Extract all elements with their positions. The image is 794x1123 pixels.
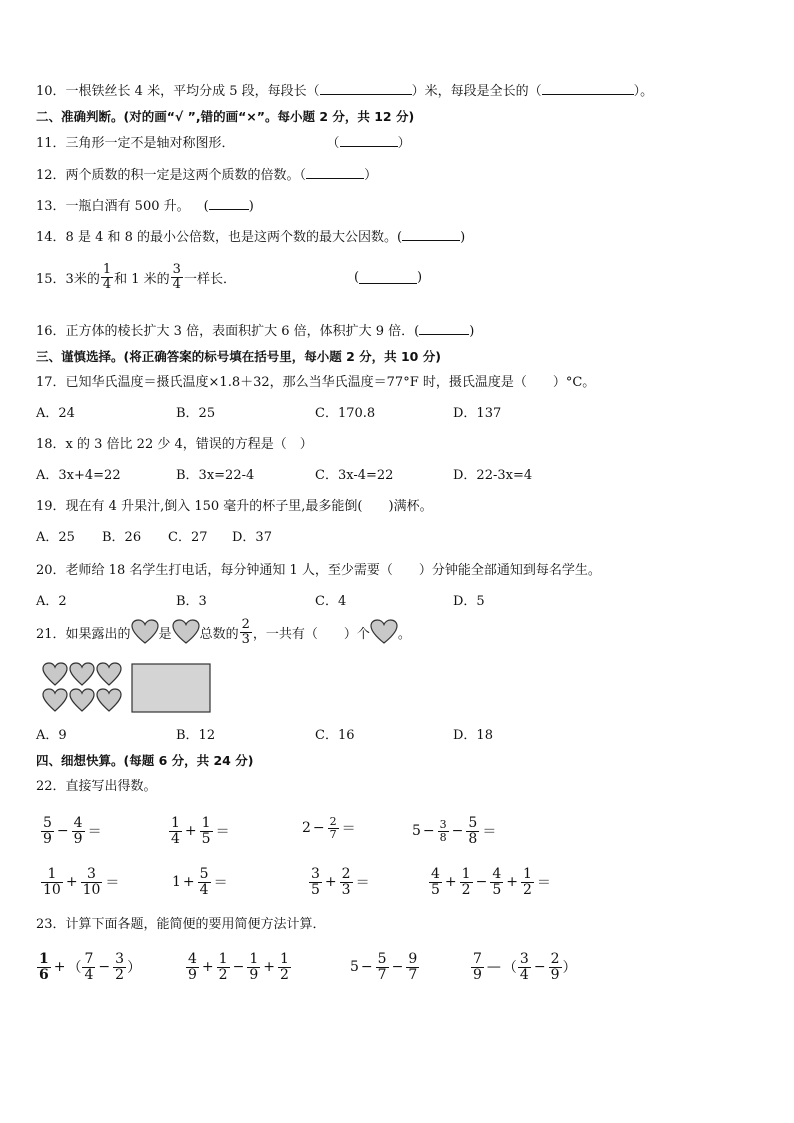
option-a[interactable]: A．3x+4=22	[36, 468, 121, 483]
option-d[interactable]: D．5	[453, 594, 485, 609]
answer-blank[interactable]	[306, 166, 364, 179]
heart-icon	[97, 689, 121, 711]
option-d[interactable]: D．18	[453, 728, 493, 743]
expression: $\frac{4}{5}$ + $\frac{1}{2}$ − $\frac{4}{5}$ + $\frac{1}{2}$ ＝	[431, 866, 551, 898]
option-b[interactable]: B．26	[102, 530, 142, 545]
covering-box	[132, 664, 210, 712]
option-b[interactable]: B．3x=22-4	[176, 468, 255, 483]
option-a[interactable]: A．9	[36, 728, 67, 743]
answer-blank[interactable]	[320, 82, 412, 95]
answer-blank[interactable]	[209, 197, 249, 210]
question-18: 18．x 的 3 倍比 22 少 4，错误的方程是（ ）	[36, 437, 313, 452]
option-b[interactable]: B．3	[176, 594, 207, 609]
heart-icon	[43, 663, 67, 685]
option-b[interactable]: B．25	[176, 406, 216, 421]
expression: $\frac{4}{9}$ + $\frac{1}{2}$ − $\frac{1}{9}$ + $\frac{1}{2}$	[188, 951, 289, 983]
question-16: 16．正方体的棱长扩大 3 倍，表面积扩大 6 倍，体积扩大 9 倍．( )	[36, 324, 475, 339]
fraction: $\frac{2}{3}$	[241, 617, 250, 647]
expression: 1 + $\frac{5}{4}$ ＝	[172, 866, 228, 898]
question-19: 19．现在有 4 升果汁,倒入 150 毫升的杯子里,最多能倒( )满杯。	[36, 499, 433, 514]
option-c[interactable]: C．16	[315, 728, 355, 743]
option-c[interactable]: C．3x-4=22	[315, 468, 394, 483]
fraction: $\frac{1}{4}$	[102, 262, 112, 292]
heart-icon	[370, 619, 398, 645]
question-21: 21．如果露出的 是 总数的 $\frac{2}{3}$ ，一共有（ ）个 。	[36, 617, 411, 647]
heart-icon	[131, 619, 159, 645]
expression: $\frac{1}{6}$ + （ $\frac{7}{4}$ − $\frac{3}{2}$ ）	[39, 951, 142, 983]
option-a[interactable]: A．2	[36, 594, 67, 609]
expression: $\frac{7}{9}$ — （ $\frac{3}{4}$ − $\frac{2}{9}$ ）	[473, 951, 577, 983]
option-d[interactable]: D．22-3x=4	[453, 468, 533, 483]
question-22: 22．直接写出得数。	[36, 779, 157, 794]
option-c[interactable]: C．27	[168, 530, 208, 545]
section-3-heading: 三、谨慎选择。(将正确答案的标号填在括号里，每小题 2 分，共 10 分)	[36, 349, 441, 364]
question-11: 11．三角形一定不是轴对称图形． （ ）	[36, 136, 411, 151]
hearts-figure	[40, 660, 212, 716]
expression: $\frac{1}{10}$ + $\frac{3}{10}$ ＝	[43, 866, 120, 898]
answer-blank[interactable]	[359, 271, 417, 284]
expression: $\frac{1}{4}$ + $\frac{1}{5}$ ＝	[171, 815, 230, 847]
question-12: 12．两个质数的积一定是这两个质数的倍数。（ ）	[36, 168, 378, 183]
expression: 2 − $\frac{2}{7}$ ＝	[302, 815, 356, 841]
question-20: 20．老师给 18 名学生打电话，每分钟通知 1 人，至少需要（ ）分钟能全部通知到每名学生。	[36, 563, 601, 578]
option-a[interactable]: A．24	[36, 406, 75, 421]
heart-icon	[70, 689, 94, 711]
question-14: 14．8 是 4 和 8 的最小公倍数，也是这两个数的最大公因数。( )	[36, 230, 466, 245]
expression: $\frac{3}{5}$ + $\frac{2}{3}$ ＝	[311, 866, 370, 898]
answer-blank[interactable]	[419, 322, 469, 335]
expression: $\frac{5}{9}$ − $\frac{4}{9}$ ＝	[43, 815, 102, 847]
heart-icon	[43, 689, 67, 711]
expression: 5 − $\frac{3}{8}$ − $\frac{5}{8}$ ＝	[412, 815, 497, 847]
heart-icon	[97, 663, 121, 685]
option-c[interactable]: C．4	[315, 594, 347, 609]
option-b[interactable]: B．12	[176, 728, 216, 743]
question-13: 13．一瓶白酒有 500 升。 ( )	[36, 199, 254, 214]
section-2-heading: 二、准确判断。(对的画“√ ”,错的画“×”。每小题 2 分，共 12 分)	[36, 109, 415, 124]
question-15: 15．3米的 $\frac{1}{4}$ 和 1 米的 $\frac{3}{4}$ 一样长． ( )	[36, 262, 423, 292]
option-a[interactable]: A．25	[36, 530, 75, 545]
option-c[interactable]: C．170.8	[315, 406, 376, 421]
question-17: 17．已知华氏温度＝摄氏温度×1.8＋32，那么当华氏温度＝77°F 时，摄氏温度是（ ）°C。	[36, 375, 596, 390]
answer-blank[interactable]	[402, 228, 460, 241]
heart-icon	[172, 619, 200, 645]
question-10: 10．一根铁丝长 4 米，平均分成 5 段，每段长（ ）米，每段是全长的（ ）。	[36, 84, 654, 99]
section-4-heading: 四、细想快算。(每题 6 分，共 24 分)	[36, 753, 254, 768]
fraction: $\frac{3}{4}$	[172, 262, 181, 292]
answer-blank[interactable]	[542, 82, 634, 95]
option-d[interactable]: D．37	[232, 530, 272, 545]
expression: 5 − $\frac{5}{7}$ − $\frac{9}{7}$	[350, 951, 418, 983]
question-23: 23．计算下面各题，能简便的要用简便方法计算．	[36, 917, 326, 932]
answer-blank[interactable]	[340, 134, 398, 147]
option-d[interactable]: D．137	[453, 406, 502, 421]
heart-icon	[70, 663, 94, 685]
